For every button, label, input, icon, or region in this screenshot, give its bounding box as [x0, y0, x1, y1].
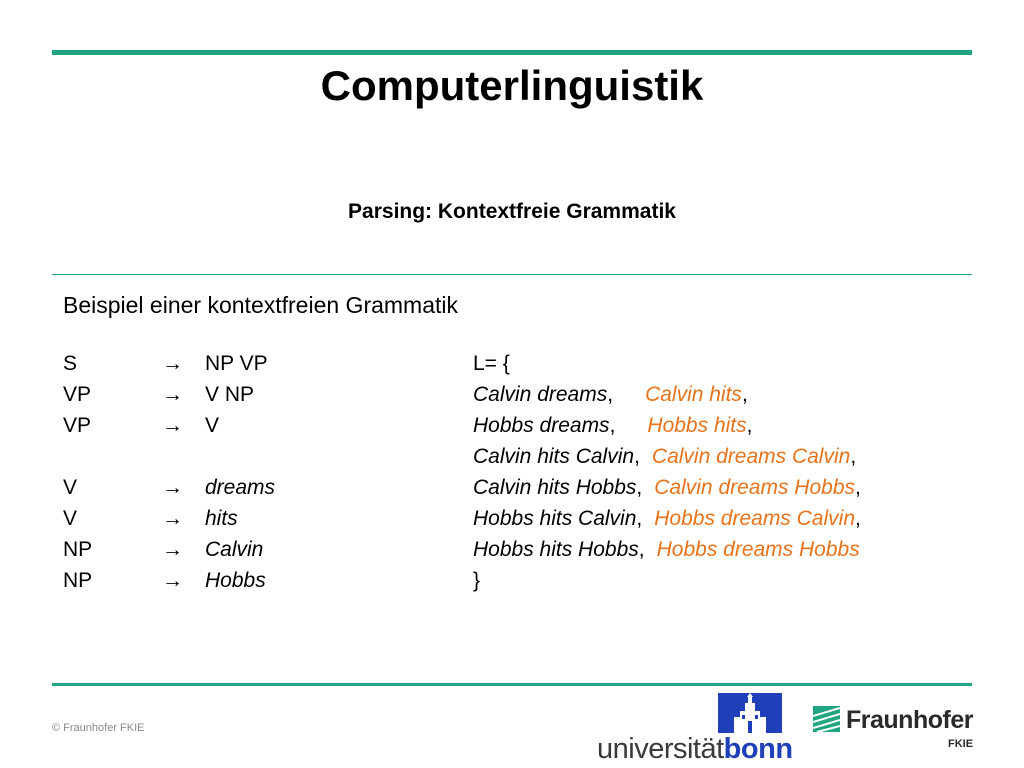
- separator: ,: [746, 414, 753, 437]
- bottom-rule: [52, 683, 972, 686]
- separator: ,: [855, 476, 861, 499]
- separator: ,: [741, 383, 748, 406]
- language-row: [473, 476, 861, 500]
- fraunhofer-logo-sub: FKIE: [948, 738, 974, 750]
- sentence-highlight: Calvin hits: [645, 383, 742, 406]
- sentence: Hobbs hits Calvin: [473, 507, 637, 530]
- rule-rhs: V: [205, 414, 220, 437]
- separator: ,: [636, 507, 643, 530]
- sentence: Calvin hits Calvin: [473, 445, 635, 468]
- separator: ,: [850, 445, 857, 468]
- slide-title: Computerlinguistik: [320, 62, 704, 109]
- fraunhofer-mark-icon: [813, 706, 840, 732]
- language-row: [473, 445, 856, 469]
- rule-rhs: Calvin: [205, 538, 264, 561]
- separator: ,: [607, 383, 614, 406]
- language-close: }: [473, 569, 481, 592]
- language-row: [473, 383, 748, 407]
- separator: ,: [636, 476, 643, 499]
- separator: ,: [855, 507, 861, 530]
- separator: ,: [634, 445, 640, 468]
- arrow-icon: →: [162, 476, 183, 499]
- rule-lhs: V: [63, 507, 78, 530]
- sentence: Calvin dreams: [473, 383, 608, 406]
- arrow-icon: →: [162, 538, 183, 561]
- sentence: Hobbs dreams: [473, 414, 610, 437]
- language-row: [473, 538, 860, 562]
- rule-lhs: V: [63, 476, 78, 499]
- sentence-highlight: Calvin dreams Hobbs: [654, 476, 856, 499]
- separator: ,: [638, 538, 645, 561]
- sentence: Hobbs hits Hobbs: [473, 538, 639, 561]
- sentence-highlight: Hobbs dreams Hobbs: [656, 538, 860, 561]
- arrow-icon: →: [162, 383, 183, 406]
- rule-rhs: V NP: [205, 383, 255, 406]
- rule-lhs: VP: [63, 414, 92, 437]
- rule-rhs: NP VP: [205, 352, 268, 375]
- arrow-icon: →: [162, 352, 183, 375]
- bonn-logo-prefix: universität: [597, 733, 724, 765]
- language-open: L= {: [473, 352, 510, 375]
- rule-rhs: hits: [205, 507, 238, 530]
- sentence-highlight: Hobbs hits: [647, 414, 747, 437]
- top-rule: [52, 50, 972, 55]
- language-row: [473, 507, 861, 531]
- fraunhofer-logo-text: Fraunhofer: [846, 706, 973, 734]
- sentence-highlight: Calvin dreams Calvin: [651, 445, 851, 468]
- separator: ,: [609, 414, 616, 437]
- rule-rhs: dreams: [205, 476, 276, 499]
- rule-rhs: Hobbs: [205, 569, 266, 592]
- rule-lhs: NP: [63, 538, 93, 561]
- rule-lhs: VP: [63, 383, 92, 406]
- slide-subtitle: Parsing: Kontextfreie Grammatik: [348, 200, 676, 223]
- bonn-emblem-icon: [718, 693, 782, 733]
- arrow-icon: →: [162, 414, 183, 437]
- bonn-logo-bold: bonn: [723, 733, 793, 765]
- sentence-highlight: Hobbs dreams Calvin: [654, 507, 856, 530]
- arrow-icon: →: [162, 569, 183, 592]
- intro-text: Beispiel einer kontextfreien Grammatik: [63, 292, 458, 318]
- language-row: [473, 414, 752, 438]
- sentence: Calvin hits Hobbs: [473, 476, 637, 499]
- rule-lhs: NP: [63, 569, 93, 592]
- copyright-text: © Fraunhofer FKIE: [52, 722, 145, 734]
- rule-lhs: S: [63, 352, 78, 375]
- divider-rule: [52, 274, 972, 275]
- bonn-logo-text: [597, 733, 793, 766]
- arrow-icon: →: [162, 507, 183, 530]
